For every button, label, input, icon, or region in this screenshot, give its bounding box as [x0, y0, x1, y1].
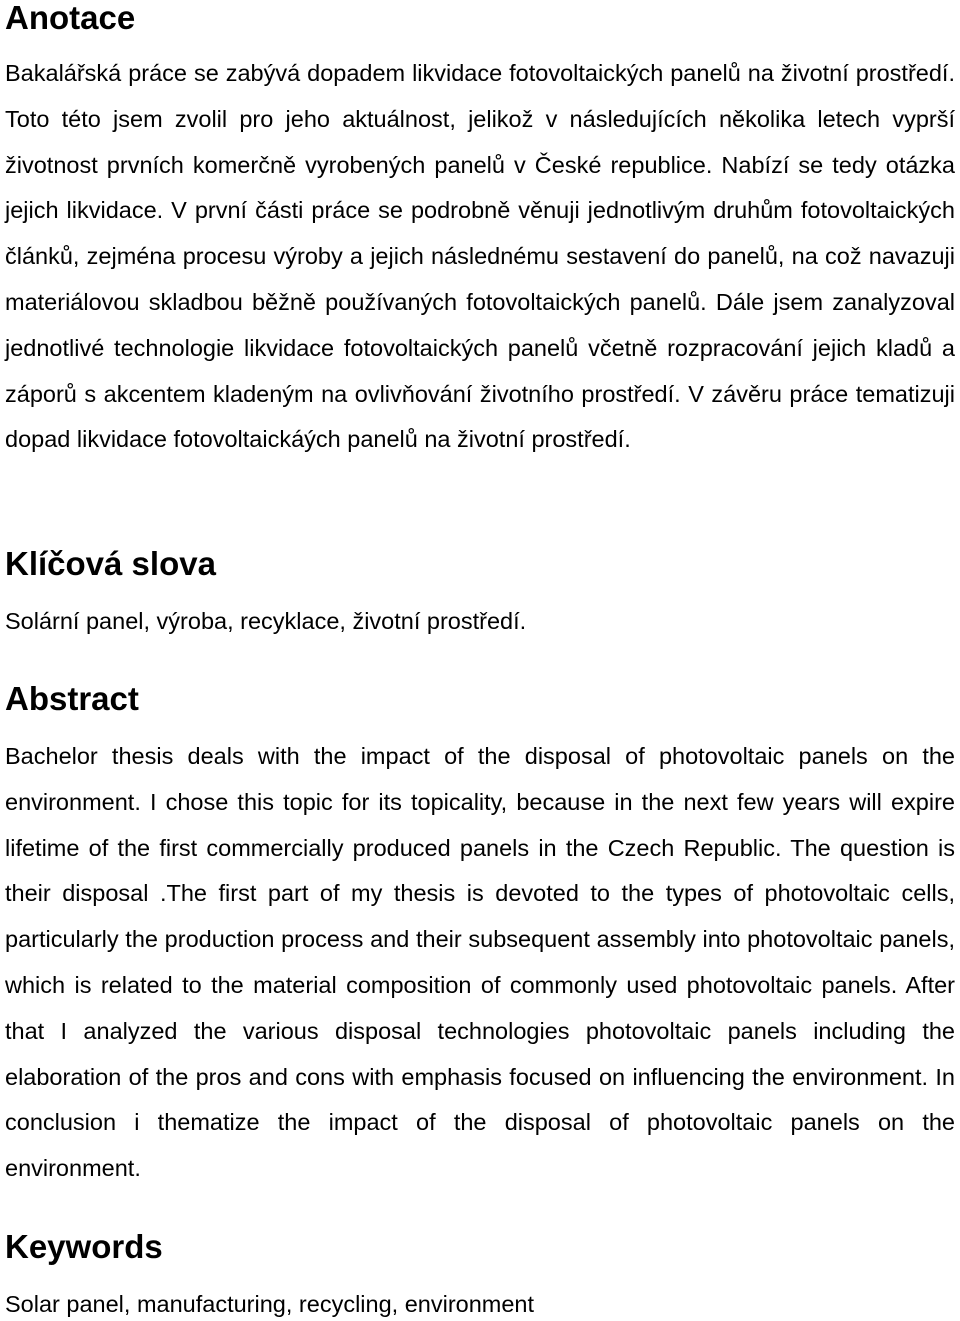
keywords-text: Solar panel, manufacturing, recycling, environment	[5, 1291, 535, 1317]
abstract-heading: Abstract	[5, 680, 139, 717]
klicova-slova-text: Solární panel, výroba, recyklace, životní prostředí.	[5, 608, 527, 634]
anotace-heading: Anotace	[5, 0, 136, 36]
abstract-paragraph: Bachelor thesis deals with the impact of the disposal of photovoltaic panels on the environment. I chose this topic for its topicality, because in the next few years will expire lifetime of the first commercially produced panels in the Czech Republic. The question is their disposal .The first part of my thesis is devoted to the types of photovoltaic cells, particularly the production process and their subsequent assembly into photovoltaic panels, which is related to the material composition of commonly used photovoltaic panels. After that I analyzed the various disposal technologies photovoltaic panels including the elaboration of the pros and cons with emphasis focused on influencing the environment. In conclusion i thematize the impact of the disposal of photovoltaic panels on the environment.	[5, 743, 955, 1182]
anotace-paragraph: Bakalářská práce se zabývá dopadem likvidace fotovoltaických panelů na životní prostředí. Toto této jsem zvolil pro jeho aktuálnost, jelikož v následujících několika letech vyprší životnost prvních komerčně vyrobených panelů v České republice. Nabízí se tedy otázka jejich likvidace. V první části práce se podrobně věnuji jednotlivým druhům fotovoltaických článků, zejména procesu výroby a jejich následnému sestavení do panelů, na což navazuji materiálovou skladbou běžně používaných fotovoltaických panelů. Dále jsem zanalyzoval jednotlivé technologie likvidace fotovoltaických panelů včetně rozpracování jejich kladů a záporů s akcentem kladeným na ovlivňování životního prostředí. V závěru práce tematizuji dopad likvidace fotovoltaickáých panelů na životní prostředí.	[5, 60, 955, 453]
keywords-heading: Keywords	[5, 1228, 163, 1265]
klicova-slova-heading: Klíčová slova	[5, 545, 216, 582]
